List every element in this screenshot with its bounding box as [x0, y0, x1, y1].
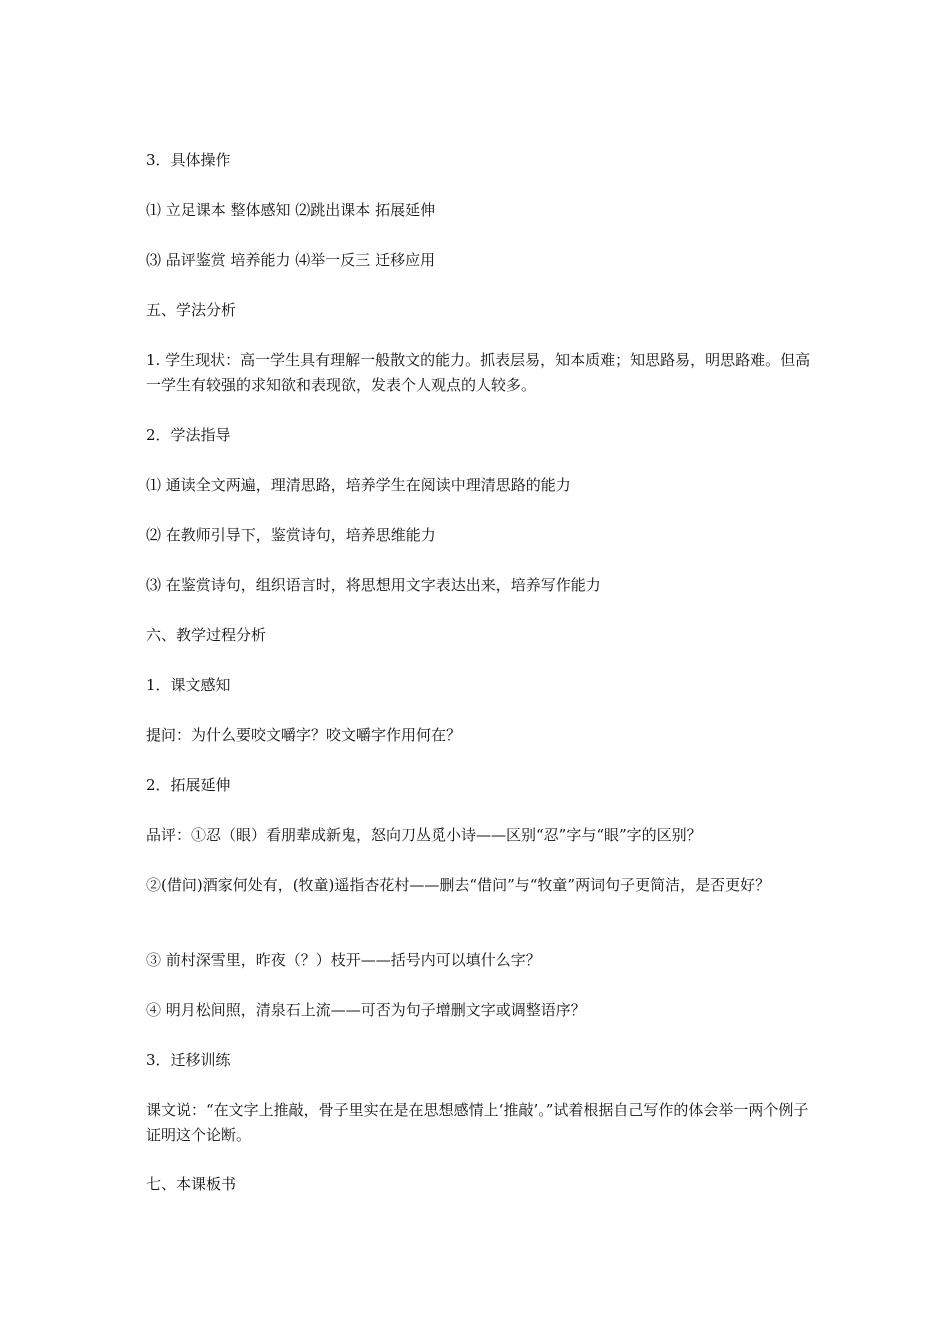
subheading-text-perception: 1．课文感知 — [146, 676, 231, 694]
guidance-item-2: ⑵ 在教师引导下，鉴赏诗句，培养思维能力 — [146, 526, 436, 544]
section-heading-operations: 3．具体操作 — [146, 151, 231, 169]
guidance-item-3: ⑶ 在鉴赏诗句，组织语言时，将思想用文字表达出来，培养写作能力 — [146, 576, 601, 594]
evaluation-item-3: ③ 前村深雪里，昨夜（？）枝开——括号内可以填什么字？ — [146, 951, 541, 969]
section-heading-study-methods: 五、学法分析 — [146, 301, 237, 319]
evaluation-item-4: ④ 明月松间照，清泉石上流——可否为句子增删文字或调整语序？ — [146, 1001, 586, 1019]
section-heading-study-guidance: 2．学法指导 — [146, 426, 231, 444]
subheading-extension: 2．拓展延伸 — [146, 776, 231, 794]
section-heading-blackboard: 七、本课板书 — [146, 1175, 237, 1193]
evaluation-item-1: 品评：①忍（眼）看朋辈成新鬼，怒向刀丛觅小诗——区别“忍”字与“眼”字的区别？ — [146, 826, 702, 844]
transfer-training-paragraph: 课文说：“在文字上推敲，骨子里实在是在思想感情上‘推敲’。”试着根据自己写作的体会举一两个例子证明这个论断。 — [146, 1101, 809, 1144]
question-paragraph: 提问：为什么要咬文嚼字？咬文嚼字作用何在？ — [146, 726, 462, 744]
operation-steps-3-4: ⑶ 品评鉴赏 培养能力 ⑷举一反三 迁移应用 — [146, 251, 436, 269]
evaluation-item-2: ②(借问)酒家何处有，(牧童)遥指杏花村——删去“借问”与“牧童”两词句子更简洁，是否更好？ — [146, 876, 771, 894]
subheading-transfer-training: 3．迁移训练 — [146, 1051, 231, 1069]
guidance-item-1: ⑴ 通读全文两遍，理清思路，培养学生在阅读中理清思路的能力 — [146, 476, 571, 494]
section-heading-teaching-process: 六、教学过程分析 — [146, 626, 267, 644]
operation-steps-1-2: ⑴ 立足课本 整体感知 ⑵跳出课本 拓展延伸 — [146, 201, 436, 219]
student-status-paragraph: 1. 学生现状：高一学生具有理解一般散文的能力。抓表层易，知本质难；知思路易，明思路难。但高一学生有较强的求知欲和表现欲，发表个人观点的人较多。 — [146, 351, 811, 394]
